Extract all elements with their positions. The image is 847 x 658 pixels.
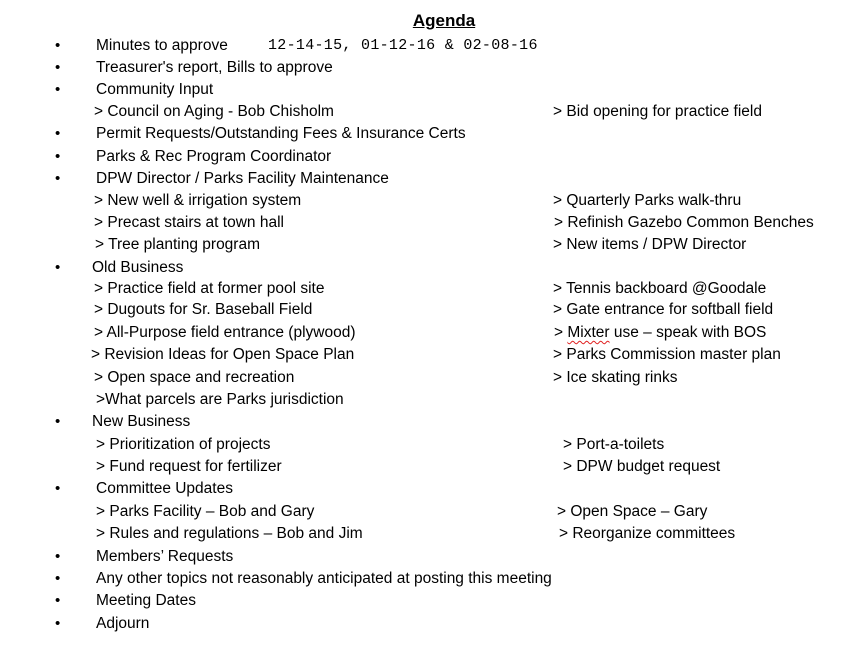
minutes-label: Minutes to approve [96, 37, 228, 54]
agenda-item-old-business [0, 257, 847, 279]
dpw-sub-left: > Tree planting program [95, 236, 260, 253]
agenda-item-parks-rec [0, 146, 847, 168]
bullet: • [55, 548, 61, 565]
committee-label: Committee Updates [96, 480, 233, 497]
committee-sub-left: > Parks Facility – Bob and Gary [96, 503, 315, 520]
committee-sub-left: > Rules and regulations – Bob and Jim [96, 525, 363, 542]
agenda-item-new-business [0, 411, 847, 433]
spellcheck-word[interactable]: Mixter [567, 324, 610, 341]
old-business-sub-right [554, 322, 766, 344]
members-label: Members’ Requests [96, 548, 234, 565]
bullet: • [55, 592, 61, 609]
bullet: • [55, 81, 61, 98]
new-business-sub-left: > Fund request for fertilizer [96, 458, 282, 475]
parks-rec-label: Parks & Rec Program Coordinator [96, 148, 332, 165]
dpw-sub-row [0, 212, 847, 234]
dpw-label: DPW Director / Parks Facility Maintenance [96, 170, 389, 187]
adjourn-label: Adjourn [96, 615, 150, 632]
dpw-sub-left: > New well & irrigation system [94, 192, 302, 209]
old-business-sub-row [0, 299, 847, 321]
new-business-sub-right: > DPW budget request [563, 458, 721, 475]
agenda-item-committee [0, 478, 847, 500]
mixter-prefix: > [554, 324, 568, 341]
new-business-sub-left: > Prioritization of projects [96, 436, 271, 453]
agenda-item-dpw [0, 168, 847, 190]
meeting-dates-label: Meeting Dates [96, 592, 196, 609]
old-business-sub-row [0, 344, 847, 366]
old-business-sub-left: > Dugouts for Sr. Baseball Field [94, 301, 313, 318]
old-business-sub-right: > Ice skating rinks [553, 369, 678, 386]
agenda-item-minutes [0, 35, 847, 57]
bullet: • [55, 170, 61, 187]
committee-sub-row [0, 523, 847, 545]
dpw-sub-right: > Quarterly Parks walk-thru [553, 192, 742, 209]
bullet: • [55, 59, 61, 76]
bullet: • [55, 615, 61, 632]
agenda-item-adjourn [0, 613, 847, 635]
agenda-item-members [0, 546, 847, 568]
old-business-sub-row [0, 322, 847, 344]
old-business-label: Old Business [92, 259, 184, 276]
old-business-sub-left: > Revision Ideas for Open Space Plan [91, 346, 355, 363]
bullet: • [55, 125, 61, 142]
old-business-sub-row [0, 367, 847, 389]
agenda-item-permit [0, 123, 847, 145]
bullet: • [55, 413, 61, 430]
dpw-sub-right: > Refinish Gazebo Common Benches [554, 214, 814, 231]
committee-sub-row [0, 501, 847, 523]
old-business-sub-left: >What parcels are Parks jurisdiction [96, 391, 344, 408]
community-sub-row [0, 101, 847, 123]
dpw-sub-row [0, 190, 847, 212]
bullet: • [55, 259, 61, 276]
agenda-title: Agenda [412, 11, 476, 30]
old-business-sub-right: > Gate entrance for softball field [553, 301, 774, 318]
old-business-sub-left: > All-Purpose field entrance (plywood) [94, 324, 356, 341]
minutes-dates: 12-14-15, 01-12-16 & 02-08-16 [268, 37, 538, 54]
dpw-sub-row [0, 234, 847, 256]
agenda-item-community [0, 79, 847, 101]
community-label: Community Input [96, 81, 214, 98]
bullet: • [55, 480, 61, 497]
old-business-sub-left: > Practice field at former pool site [94, 280, 325, 297]
agenda-item-meeting-dates [0, 590, 847, 612]
agenda-item-other-topics [0, 568, 847, 590]
committee-sub-right: > Open Space – Gary [557, 503, 708, 520]
bullet: • [55, 148, 61, 165]
permit-label: Permit Requests/Outstanding Fees & Insurance Certs [96, 125, 466, 142]
old-business-sub-row [0, 278, 847, 300]
old-business-sub-right: > Tennis backboard @Goodale [553, 280, 767, 297]
dpw-sub-left: > Precast stairs at town hall [94, 214, 284, 231]
mixter-suffix: use – speak with BOS [609, 324, 767, 341]
new-business-sub-row [0, 434, 847, 456]
community-sub-left: > Council on Aging - Bob Chisholm [94, 103, 334, 120]
new-business-label: New Business [92, 413, 191, 430]
old-business-sub-row [0, 389, 847, 411]
bullet: • [55, 570, 61, 587]
treasurer-label: Treasurer's report, Bills to approve [96, 59, 333, 76]
dpw-sub-right: > New items / DPW Director [553, 236, 747, 253]
community-sub-right: > Bid opening for practice field [553, 103, 762, 120]
old-business-sub-left: > Open space and recreation [94, 369, 295, 386]
new-business-sub-row [0, 456, 847, 478]
old-business-sub-right: > Parks Commission master plan [553, 346, 781, 363]
committee-sub-right: > Reorganize committees [559, 525, 736, 542]
other-topics-label: Any other topics not reasonably anticipated at posting this meeting [96, 570, 552, 587]
new-business-sub-right: > Port-a-toilets [563, 436, 665, 453]
bullet: • [55, 37, 61, 54]
agenda-item-treasurer [0, 57, 847, 79]
